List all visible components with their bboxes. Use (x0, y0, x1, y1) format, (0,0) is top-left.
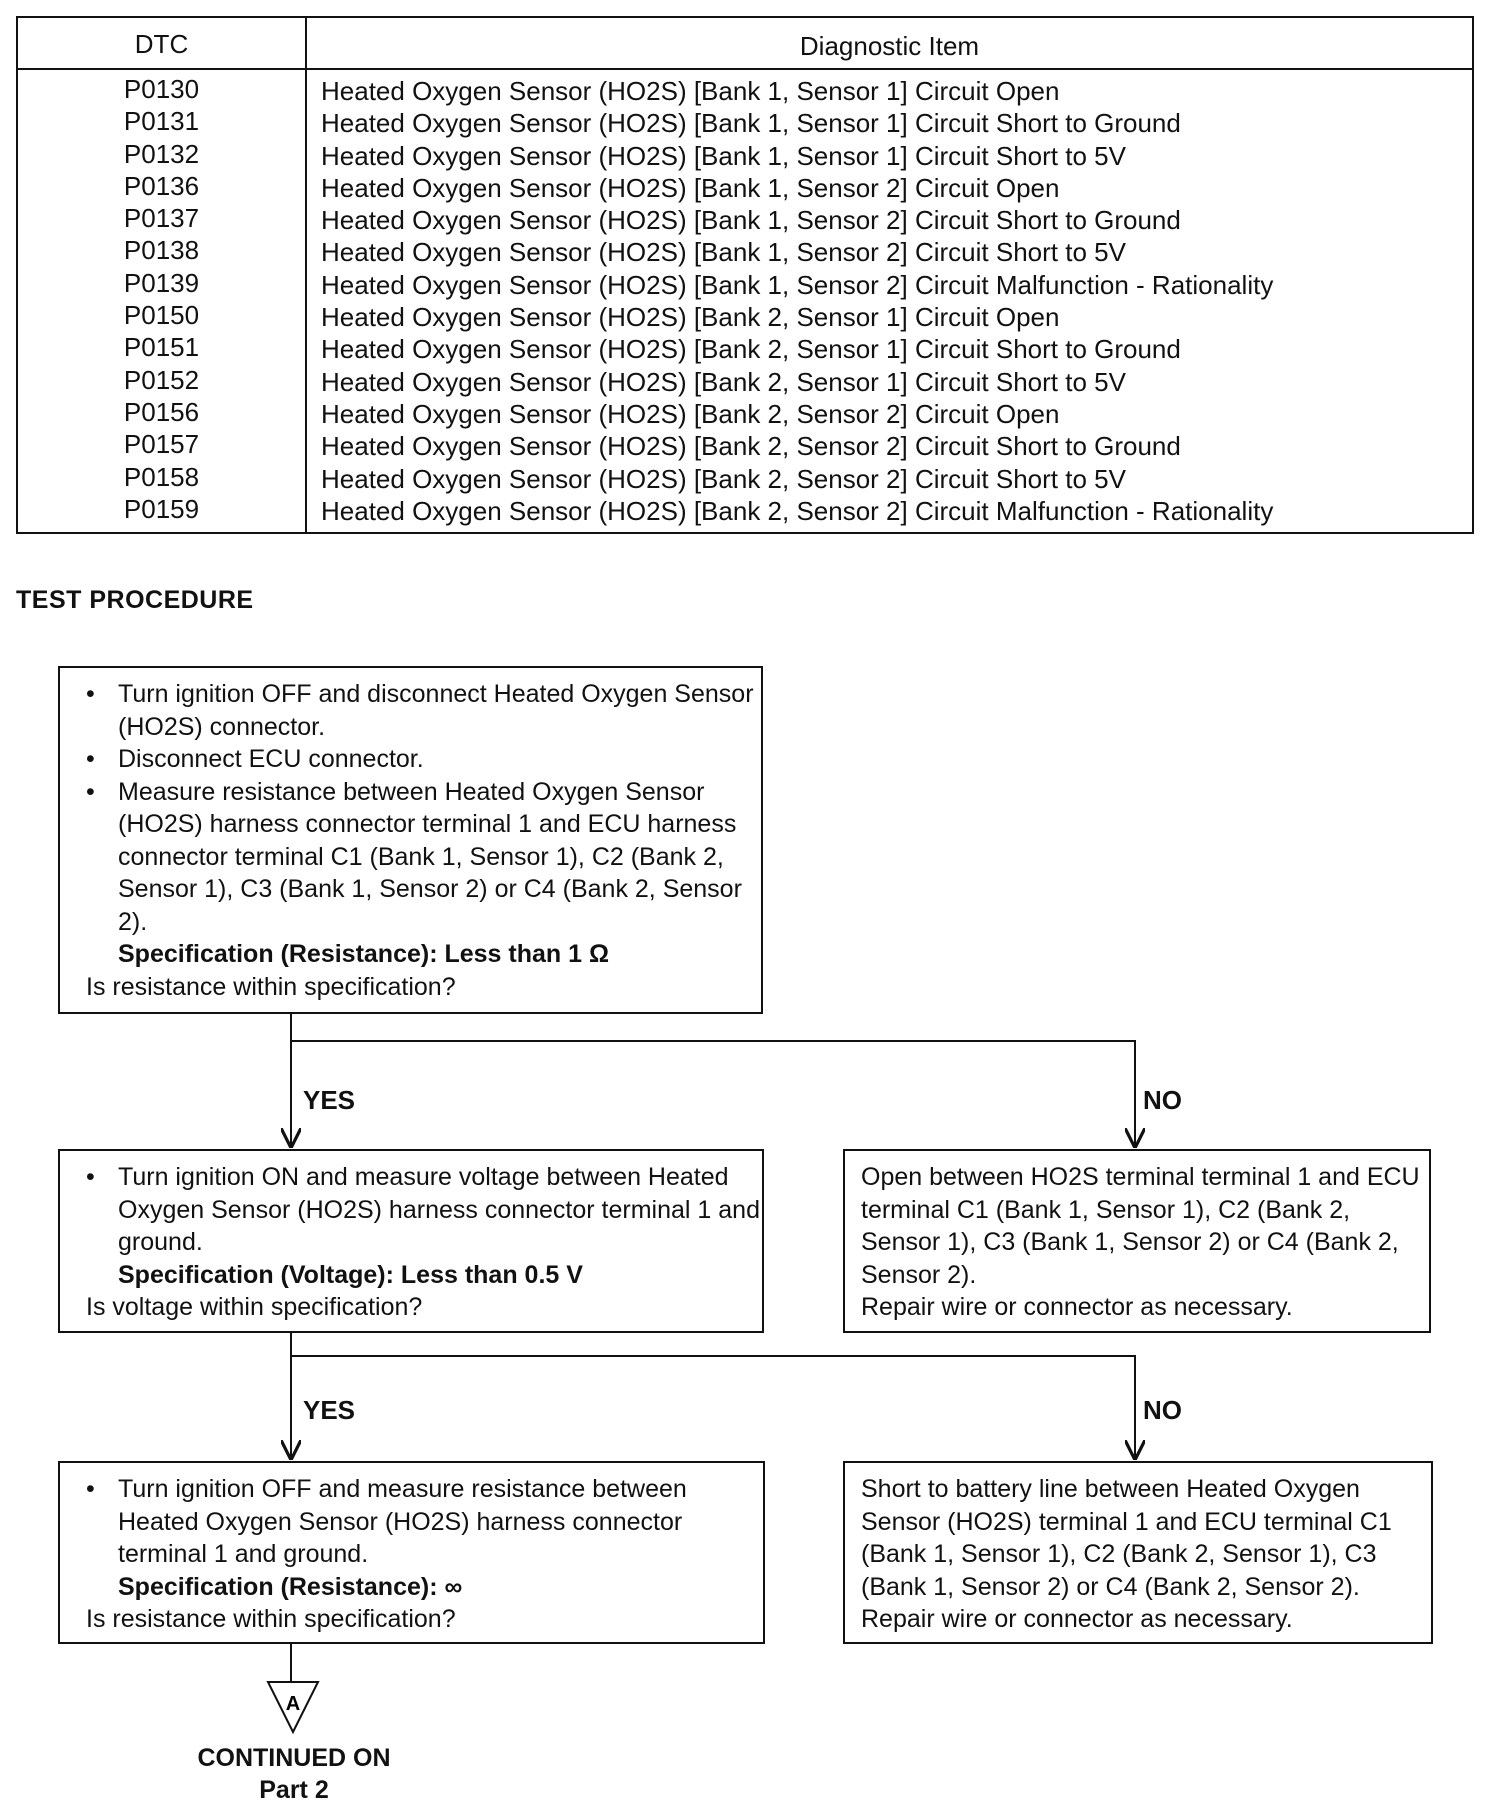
diagnostic-item: Heated Oxygen Sensor (HO2S) [Bank 2, Sensor 2] Circuit Open (321, 398, 1060, 429)
dtc-code: P0132 (123, 138, 200, 169)
step1-bullets (60, 678, 761, 938)
diagnostic-item: Heated Oxygen Sensor (HO2S) [Bank 2, Sensor 1] Circuit Open (321, 302, 1060, 333)
step1-bullet-3: • Measure resistance between Heated Oxygen Sensor (HO2S) harness connector terminal 1 and ECU harness connector terminal C1 (Bank 1, Sensor 1), C2 (Bank 2, Sensor 1), C3 (Bank 1, Sensor 2) or C4 (Bank 2, Sensor 2). (60, 776, 761, 939)
no-result-box-2 (843, 1461, 1433, 1644)
yes-label-2: YES (303, 1395, 356, 1425)
step1-bullet-1: • Turn ignition OFF and disconnect Heated Oxygen Sensor (HO2S) connector. (60, 678, 761, 743)
diagnostic-item: Heated Oxygen Sensor (HO2S) [Bank 1, Sensor 2] Circuit Short to Ground (321, 205, 1181, 236)
diagnostic-item: Heated Oxygen Sensor (HO2S) [Bank 2, Sensor 2] Circuit Malfunction - Rationality (321, 495, 1274, 526)
dtc-code: P0152 (123, 364, 200, 395)
dtc-code: P0131 (123, 106, 200, 137)
diagnostic-item: Heated Oxygen Sensor (HO2S) [Bank 1, Sensor 2] Circuit Open (321, 172, 1060, 203)
no-result-2-text: Short to battery line between Heated Oxygen Sensor (HO2S) terminal 1 and ECU terminal C1 (Bank 1, Sensor 1), C2 (Bank 2, Sensor 1), C3 (Bank 1, Sensor 2) or C4 (Bank 2, Sensor 2). (861, 1475, 1392, 1601)
dtc-code: P0158 (123, 461, 200, 492)
header-dtc: DTC (134, 29, 189, 59)
dtc-code: P0139 (123, 267, 200, 298)
dtc-code: P0138 (123, 235, 200, 266)
diagnostic-item: Heated Oxygen Sensor (HO2S) [Bank 2, Sensor 2] Circuit Short to 5V (321, 463, 1126, 494)
dtc-code: P0137 (123, 203, 200, 234)
step1-question: Is resistance within specification? (86, 972, 456, 1001)
step3-spec: Specification (Resistance): ∞ (118, 1572, 463, 1601)
dtc-code: P0136 (123, 170, 200, 201)
no-arrow-1 (291, 1041, 1135, 1146)
no-result-1-action: Repair wire or connector as necessary. (861, 1293, 1293, 1321)
diagnostic-item: Heated Oxygen Sensor (HO2S) [Bank 1, Sensor 1] Circuit Short to Ground (321, 108, 1181, 139)
no-result-1-text: Open between HO2S terminal terminal 1 and ECU terminal C1 (Bank 1, Sensor 1), C2 (Bank 2, Sensor 1), C3 (Bank 1, Sensor 2) or C4 (Bank 2, Sensor 2). (861, 1163, 1420, 1289)
step2-question: Is voltage within specification? (86, 1293, 423, 1321)
no-label-2: NO (1143, 1395, 1182, 1425)
continued-line-1: CONTINUED ON (197, 1744, 391, 1772)
step2-spec: Specification (Voltage): Less than 0.5 V (118, 1260, 583, 1289)
yes-label-1: YES (303, 1085, 356, 1115)
diagnostic-item: Heated Oxygen Sensor (HO2S) [Bank 1, Sensor 1] Circuit Open (321, 76, 1060, 106)
section-heading: TEST PROCEDURE (16, 586, 254, 614)
diagnostic-item: Heated Oxygen Sensor (HO2S) [Bank 2, Sensor 1] Circuit Short to 5V (321, 366, 1126, 397)
step2-bullets (60, 1161, 762, 1259)
diagnostic-item: Heated Oxygen Sensor (HO2S) [Bank 1, Sensor 2] Circuit Short to 5V (321, 237, 1126, 268)
step1-box (58, 666, 763, 1014)
step3-box (58, 1461, 765, 1644)
step3-bullet-1: • Turn ignition OFF and measure resistance between Heated Oxygen Sensor (HO2S) harness connector terminal 1 and ground. (60, 1473, 763, 1571)
dtc-code: P0150 (123, 300, 200, 331)
no-label-1: NO (1143, 1085, 1182, 1115)
step2-box (58, 1149, 764, 1333)
no-arrow-2 (291, 1356, 1135, 1458)
step1-spec: Specification (Resistance): Less than 1 Ω (118, 940, 610, 968)
dtc-code: P0159 (123, 493, 200, 524)
dtc-code: P0156 (123, 396, 200, 427)
dtc-code: P0130 (123, 74, 200, 104)
step3-question: Is resistance within specification? (86, 1605, 456, 1633)
diagnostic-item: Heated Oxygen Sensor (HO2S) [Bank 2, Sensor 2] Circuit Short to Ground (321, 431, 1181, 462)
step3-bullets (60, 1473, 763, 1571)
dtc-code: P0157 (123, 429, 200, 460)
diagnostic-item: Heated Oxygen Sensor (HO2S) [Bank 1, Sensor 2] Circuit Malfunction - Rationality (321, 269, 1274, 300)
dtc-code: P0151 (123, 332, 200, 363)
step2-bullet-1: • Turn ignition ON and measure voltage between Heated Oxygen Sensor (HO2S) harness connector terminal 1 and ground. (60, 1161, 762, 1259)
diagnostic-item: Heated Oxygen Sensor (HO2S) [Bank 2, Sensor 1] Circuit Short to Ground (321, 334, 1181, 365)
header-diagnostic-item: Diagnostic Item (799, 31, 980, 61)
no-result-2-action: Repair wire or connector as necessary. (861, 1605, 1293, 1633)
continued-line-2: Part 2 (259, 1776, 329, 1804)
connector-letter: A (285, 1693, 301, 1715)
continued-note (160, 1742, 428, 1806)
no-result-box-1 (843, 1149, 1431, 1333)
diagnostic-item: Heated Oxygen Sensor (HO2S) [Bank 1, Sensor 1] Circuit Short to 5V (321, 140, 1126, 171)
step1-bullet-2: • Disconnect ECU connector. (60, 743, 761, 776)
